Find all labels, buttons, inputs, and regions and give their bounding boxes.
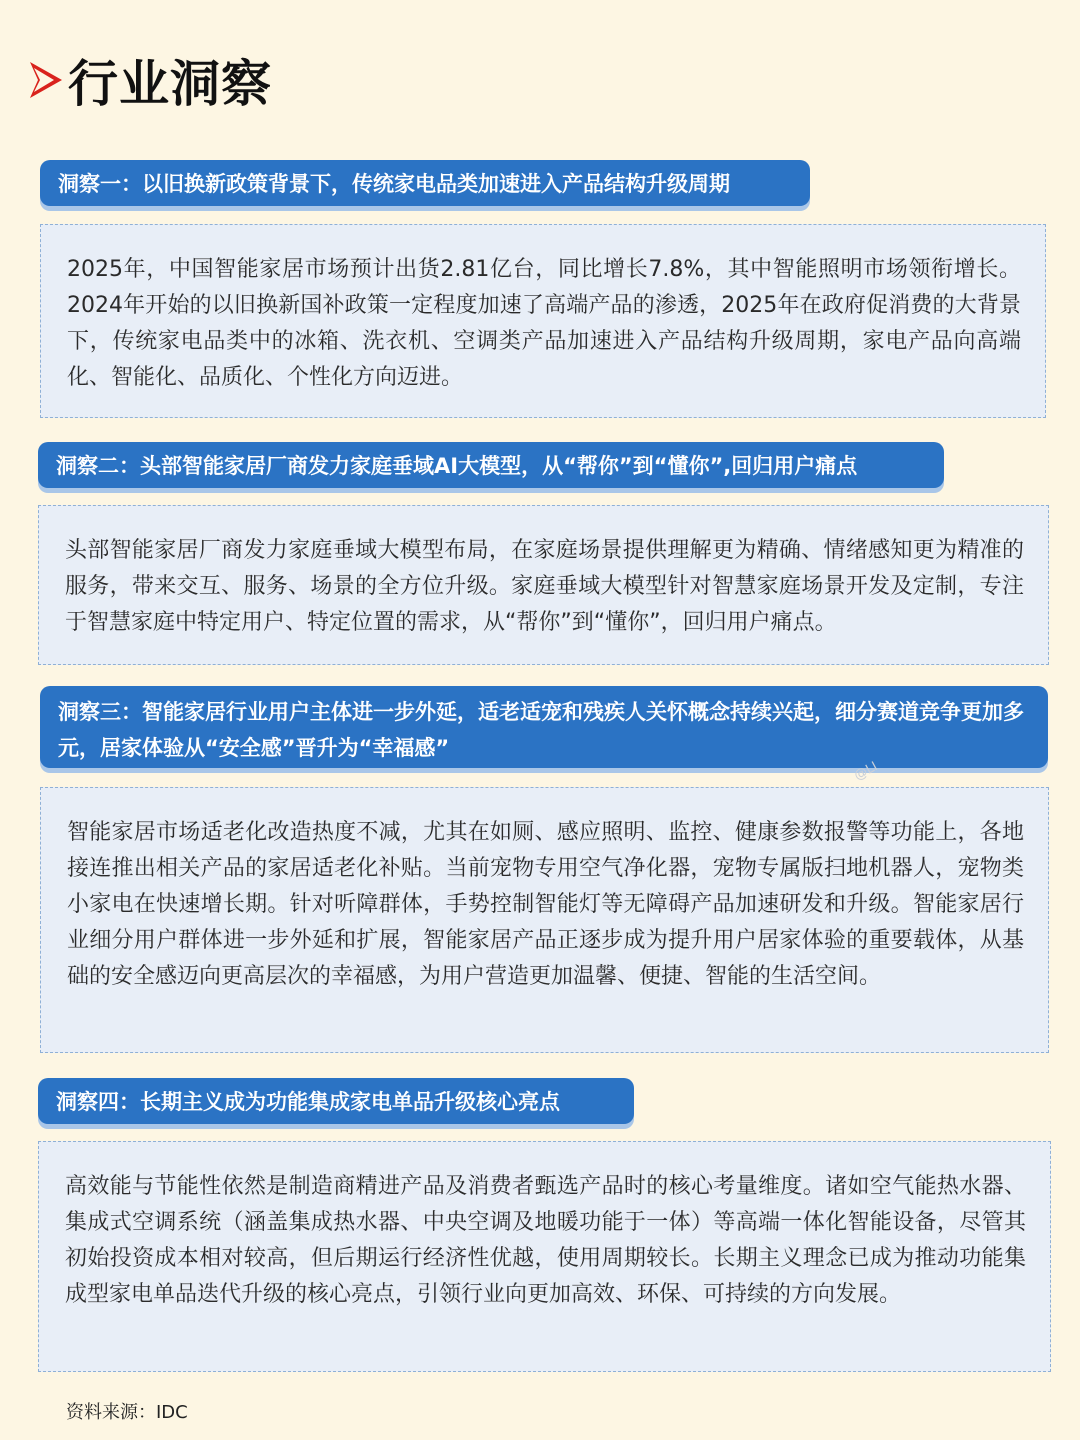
insight-4-body: [38, 1141, 1051, 1372]
page-title-text: 行业洞察: [68, 55, 272, 113]
insight-3-heading-text: 洞察三：智能家居行业用户主体进一步外延，适老适宠和残疾人关怀概念持续兴起，细分赛道竞争更加多元，居家体验从“安全感”晋升为“幸福感”: [58, 700, 1024, 760]
insight-4-body-text: 高效能与节能性依然是制造商精进产品及消费者甄选产品时的核心考量维度。诸如空气能热水器、集成式空调系统（涵盖集成热水器、中央空调及地暖功能于一体）等高端一体化智能设备，尽管其初始投资成本相对较高，但后期运行经济性优越，使用周期较长。长期主义理念已成为推动功能集成型家电单品迭代升级的核心亮点，引领行业向更加高效、环保、可持续的方向发展。: [65, 1174, 1026, 1307]
insight-4-heading-text: 洞察四：长期主义成为功能集成家电单品升级核心亮点: [56, 1090, 560, 1114]
insight-2-body: [38, 505, 1049, 665]
insight-2-body-text: 头部智能家居厂商发力家庭垂域大模型布局，在家庭场景提供理解更为精确、情绪感知更为精准的服务，带来交互、服务、场景的全方位升级。家庭垂域大模型针对智慧家庭场景开发及定制，专注于智慧家庭中特定用户、特定位置的需求，从“帮你”到“懂你”，回归用户痛点。: [65, 538, 1024, 635]
insight-1-body: [40, 224, 1046, 418]
insight-2-heading-text: 洞察二：头部智能家居厂商发力家庭垂域AI大模型，从“帮你”到“懂你”,回归用户痛点: [56, 454, 858, 478]
watermark: @LI: [851, 759, 881, 784]
insight-3-heading: [40, 686, 1048, 768]
insight-1-body-text: 2025年，中国智能家居市场预计出货2.81亿台，同比增长7.8%，其中智能照明市场领衔增长。2024年开始的以旧换新国补政策一定程度加速了高端产品的渗透，2025年在政府促消费的大背景下，传统家电品类中的冰箱、洗衣机、空调类产品加速进入产品结构升级周期，家电产品向高端化、智能化、品质化、个性化方向迈进。: [67, 257, 1021, 390]
insight-1-heading-text: 洞察一：以旧换新政策背景下，传统家电品类加速进入产品结构升级周期: [58, 172, 730, 196]
insight-3-body-text: 智能家居市场适老化改造热度不减，尤其在如厕、感应照明、监控、健康参数报警等功能上，各地接连推出相关产品的家居适老化补贴。当前宠物专用空气净化器，宠物专属版扫地机器人，宠物类小家电在快速增长期。针对听障群体，手势控制智能灯等无障碍产品加速研发和升级。智能家居行业细分用户群体进一步外延和扩展，智能家居产品正逐步成为提升用户居家体验的重要载体，从基础的安全感迈向更高层次的幸福感，为用户营造更加温馨、便捷、智能的生活空间。: [67, 820, 1024, 989]
insight-2-heading: [38, 442, 944, 488]
insight-1-heading: [40, 160, 810, 206]
page-title: [28, 44, 272, 116]
insight-4-heading: [38, 1078, 634, 1124]
source-note: 资料来源：IDC: [66, 1402, 188, 1423]
arrow-right-icon: [28, 58, 64, 102]
insight-3-body: [40, 787, 1049, 1053]
